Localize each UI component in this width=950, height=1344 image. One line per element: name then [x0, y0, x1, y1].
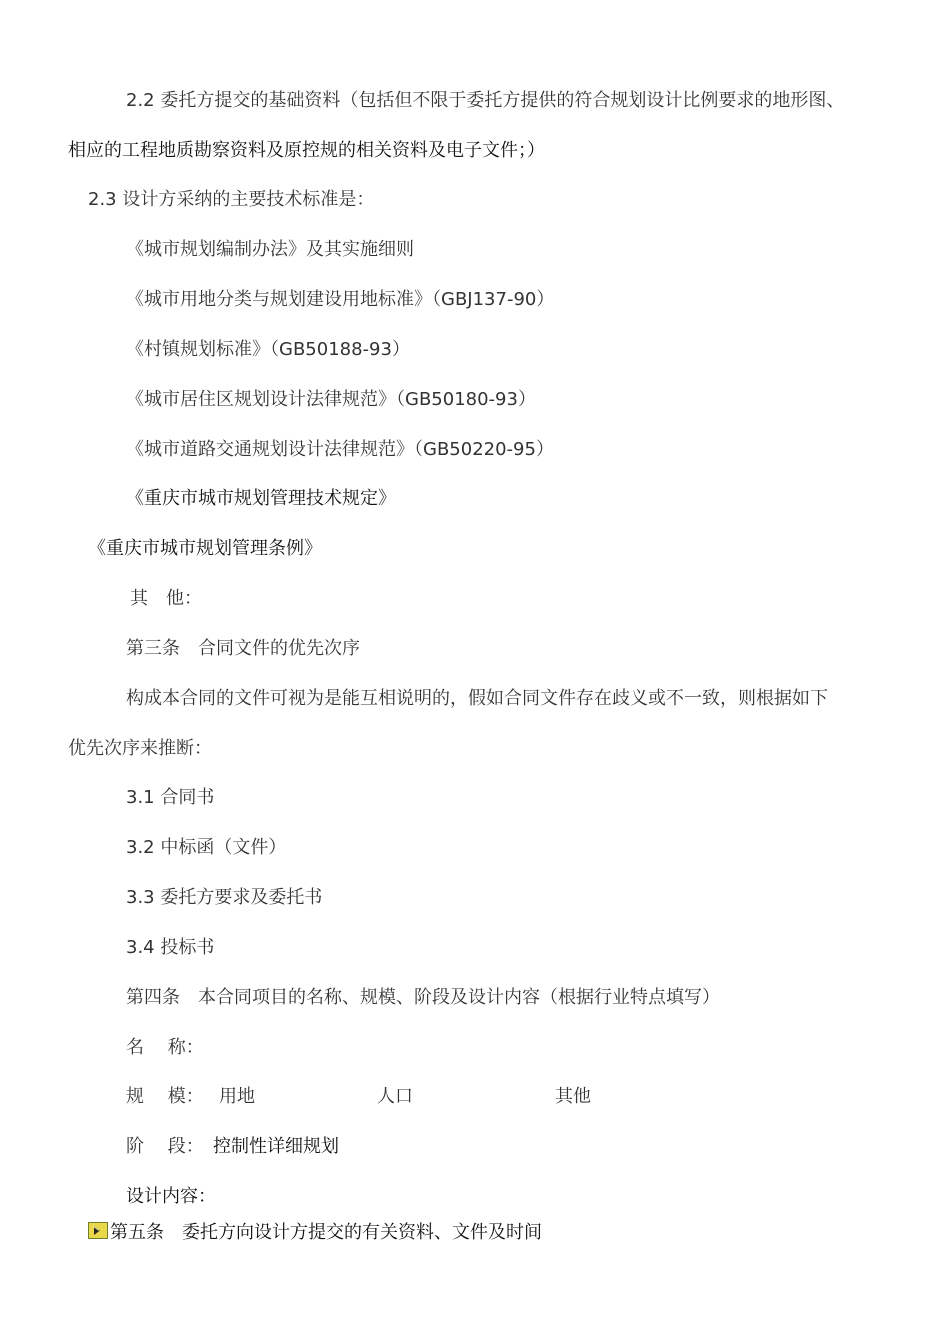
standard-item: 《重庆市城市规划管理技术规定》: [126, 488, 396, 509]
standard-item: 《城市居住区规划设计法律规范》（GB50180-93）: [126, 389, 536, 410]
priority-item: 3.1 合同书: [126, 787, 215, 808]
design-content-label: 设计内容：: [126, 1186, 216, 1207]
scale-land: 用地: [219, 1086, 255, 1107]
article-5-title: 第五条 委托方向设计方提交的有关资料、文件及时间: [110, 1222, 542, 1243]
priority-item: 3.3 委托方要求及委托书: [126, 887, 323, 908]
scale-population: 人口: [377, 1086, 413, 1107]
stage-value: 控制性详细规划: [213, 1136, 339, 1157]
scale-label: 规 模：: [126, 1086, 204, 1107]
standard-regulation: 《重庆市城市规划管理条例》: [88, 538, 322, 559]
article-3-para-line-1: 构成本合同的文件可视为是能互相说明的，假如合同文件存在歧义或不一致，则根据如下: [126, 688, 828, 709]
stage-label: 阶 段：: [126, 1136, 204, 1157]
article-4-title: 第四条 本合同项目的名称、规模、阶段及设计内容（根据行业特点填写）: [126, 987, 720, 1008]
article-3-para-line-2: 优先次序来推断：: [68, 738, 212, 759]
standard-item: 《村镇规划标准》（GB50188-93）: [126, 339, 410, 360]
clause-2-2-line-1: 2.2 委托方提交的基础资料（包括但不限于委托方提供的符合规划设计比例要求的地形图、: [126, 90, 845, 111]
other-label: 其 他：: [130, 588, 202, 609]
standard-item: 《城市用地分类与规划建设用地标准》（GBJ137-90）: [126, 289, 555, 310]
priority-item: 3.2 中标函（文件）: [126, 837, 287, 858]
standard-item: 《城市道路交通规划设计法律规范》（GB50220-95）: [126, 439, 554, 460]
standard-item: 《城市规划编制办法》及其实施细则: [126, 239, 414, 260]
article-3-title: 第三条 合同文件的优先次序: [126, 638, 360, 659]
clause-2-2-line-2: 相应的工程地质勘察资料及原控规的相关资料及电子文件；）: [68, 140, 545, 161]
bookmark-arrow-icon[interactable]: [88, 1222, 108, 1239]
priority-item: 3.4 投标书: [126, 937, 215, 958]
name-label: 名 称：: [126, 1037, 204, 1058]
scale-other: 其他: [555, 1086, 591, 1107]
clause-2-3: 2.3 设计方采纳的主要技术标准是：: [88, 189, 375, 210]
